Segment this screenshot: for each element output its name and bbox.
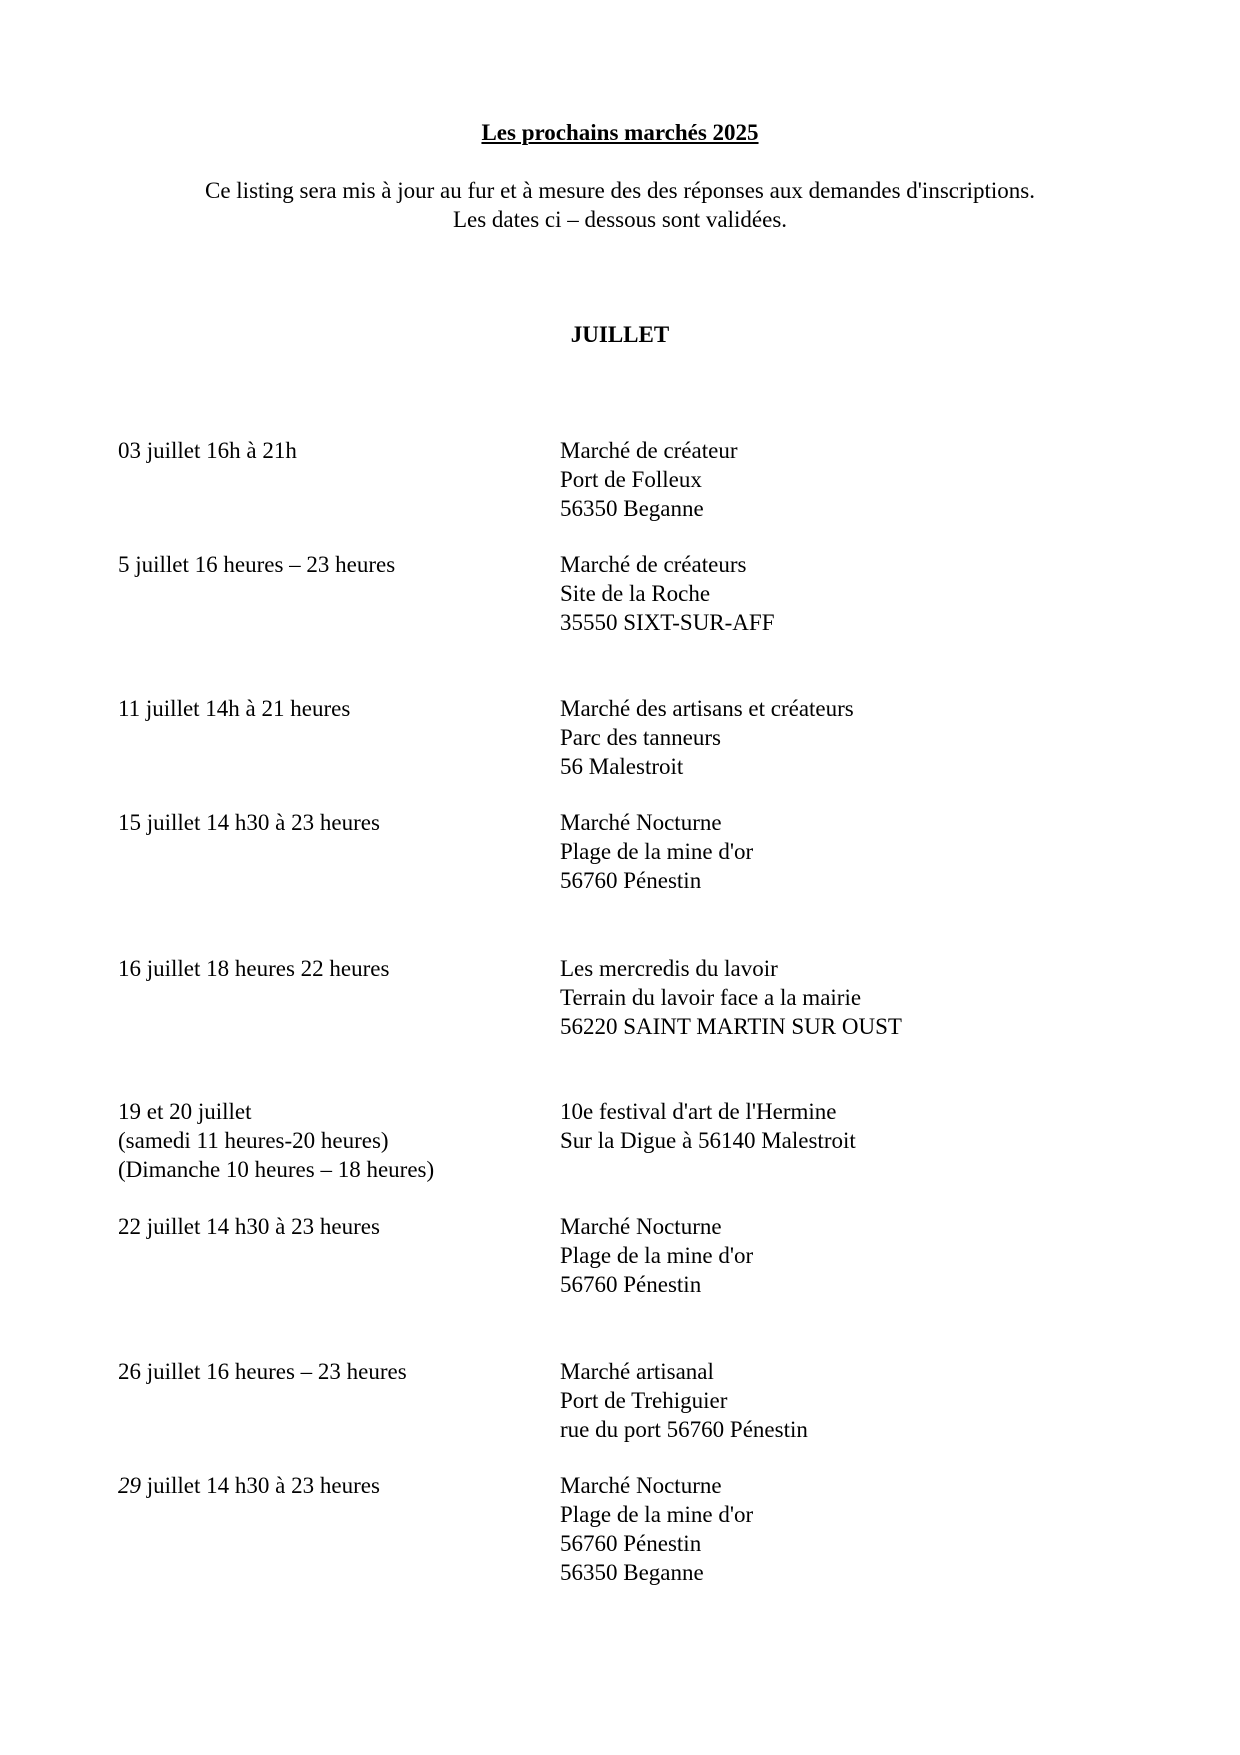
event-date-line: [118, 1471, 548, 1500]
event-place-line: Marché Nocturne: [560, 810, 722, 835]
event-place-line: Les mercredis du lavoir: [560, 956, 778, 981]
event-place: [560, 1212, 1180, 1299]
event-place-line: 10e festival d'art de l'Hermine: [560, 1099, 837, 1124]
intro-paragraph: [0, 176, 1240, 234]
event-date-line: 22 juillet 14 h30 à 23 heures: [118, 1214, 380, 1239]
event-place-line: 35550 SIXT-SUR-AFF: [560, 610, 775, 635]
event-date-line: 16 juillet 18 heures 22 heures: [118, 956, 390, 981]
event-date-day: 29: [118, 1473, 141, 1498]
event-place-line: Site de la Roche: [560, 581, 711, 606]
event-date-line: (samedi 11 heures-20 heures): [118, 1128, 389, 1153]
event-place-line: Parc des tanneurs: [560, 725, 721, 750]
event-place-line: 56350 Beganne: [560, 1560, 704, 1585]
event-place-line: Marché de créateurs: [560, 552, 747, 577]
event-place-line: Port de Folleux: [560, 467, 702, 492]
event-place-line: Marché Nocturne: [560, 1214, 722, 1239]
event-place-line: 56760 Pénestin: [560, 868, 702, 893]
event-place: [560, 1471, 1180, 1587]
event-date-line: (Dimanche 10 heures – 18 heures): [118, 1157, 435, 1182]
event-date: [118, 694, 548, 723]
event-place-line: Marché Nocturne: [560, 1473, 722, 1498]
event-date: [118, 1212, 548, 1241]
intro-line: Les dates ci – dessous sont validées.: [452, 207, 788, 232]
event-place: [560, 694, 1180, 781]
event-date-line: 03 juillet 16h à 21h: [118, 438, 297, 463]
event-place-line: 56760 Pénestin: [560, 1272, 702, 1297]
event-date: [118, 550, 548, 579]
event-date-line: 26 juillet 16 heures – 23 heures: [118, 1359, 407, 1384]
event-place-line: Marché des artisans et créateurs: [560, 696, 854, 721]
event-date: [118, 808, 548, 837]
event-place-line: 56220 SAINT MARTIN SUR OUST: [560, 1014, 902, 1039]
event-place-line: 56350 Beganne: [560, 496, 704, 521]
event-place-line: rue du port 56760 Pénestin: [560, 1417, 808, 1442]
event-place: [560, 808, 1180, 895]
event-place-line: Marché artisanal: [560, 1359, 714, 1384]
event-place-line: Port de Trehiguier: [560, 1388, 728, 1413]
event-date-line: 11 juillet 14h à 21 heures: [118, 696, 351, 721]
event-place-line: Sur la Digue à 56140 Malestroit: [560, 1128, 856, 1153]
event-date: [118, 1471, 548, 1500]
event-place-line: Plage de la mine d'or: [560, 1502, 754, 1527]
event-place: [560, 1097, 1180, 1155]
event-place-line: Terrain du lavoir face a la mairie: [560, 985, 862, 1010]
month-heading: JUILLET: [570, 322, 670, 347]
event-date: [118, 1097, 548, 1184]
event-date-line: 19 et 20 juillet: [118, 1099, 252, 1124]
event-place-line: Plage de la mine d'or: [560, 839, 754, 864]
event-date: [118, 436, 548, 465]
event-date: [118, 1357, 548, 1386]
event-date-line: 15 juillet 14 h30 à 23 heures: [118, 810, 380, 835]
event-place: [560, 1357, 1180, 1444]
event-place-line: 56760 Pénestin: [560, 1531, 702, 1556]
event-place: [560, 550, 1180, 637]
event-place: [560, 436, 1180, 523]
event-date-line: 5 juillet 16 heures – 23 heures: [118, 552, 396, 577]
event-place: [560, 954, 1180, 1041]
document-title: Les prochains marchés 2025: [481, 120, 759, 145]
event-place-line: 56 Malestroit: [560, 754, 684, 779]
event-place-line: Plage de la mine d'or: [560, 1243, 754, 1268]
event-place-line: Marché de créateur: [560, 438, 738, 463]
intro-line: Ce listing sera mis à jour au fur et à mesure des des réponses aux demandes d'inscriptions.: [204, 178, 1036, 203]
event-date: [118, 954, 548, 983]
event-date-rest: juillet 14 h30 à 23 heures: [141, 1473, 380, 1498]
